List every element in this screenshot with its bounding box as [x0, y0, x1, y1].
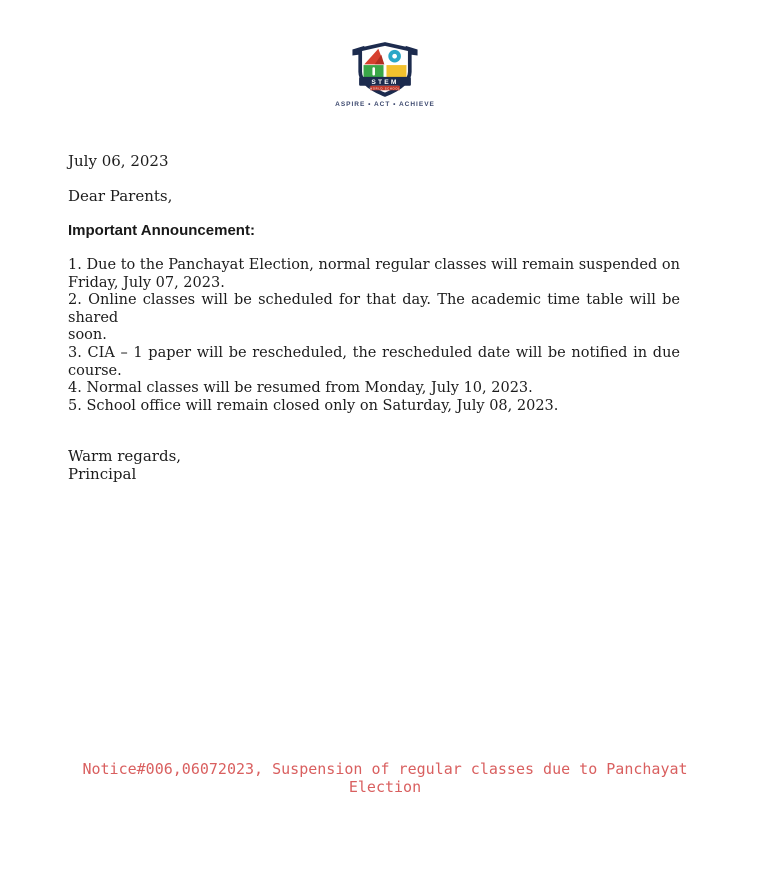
logo-motto: ASPIRE • ACT • ACHIEVE [335, 101, 435, 108]
logo-subbanner-text: WORLD SCHOOL [369, 87, 401, 91]
logo-banner-text: STEM [371, 78, 399, 86]
list-item-5: 5. School office will remain closed only on Saturday, July 08, 2023. [68, 397, 559, 414]
announcement-list [68, 257, 680, 415]
letter-closing-block [68, 447, 181, 483]
list-item-3-line-1: 3. CIA – 1 paper will be rescheduled, the rescheduled date will be notified in due [68, 344, 680, 361]
list-item-3-line-2: course. [68, 362, 122, 379]
list-item-4: 4. Normal classes will be resumed from Monday, July 10, 2023. [68, 380, 533, 397]
school-logo-block [0, 42, 770, 108]
list-item-2-line-2: soon. [68, 327, 107, 344]
letter-salutation: Dear Parents, [68, 187, 173, 205]
letter-signature: Principal [68, 465, 137, 483]
list-item-1-line-2: Friday, July 07, 2023. [68, 274, 225, 291]
notice-reference-line-1: Notice#006,06072023, Suspension of regular classes due to Panchayat [82, 760, 688, 778]
school-crest-icon [348, 42, 422, 100]
letter-heading: Important Announcement: [68, 222, 255, 239]
letter-closing: Warm regards, [68, 447, 182, 465]
list-item-2-line-1: 2. Online classes will be scheduled for that day. The academic time table will be shared [68, 292, 680, 326]
list-item-1-line-1: 1. Due to the Panchayat Election, normal regular classes will remain suspended on [68, 257, 680, 273]
letter-date: July 06, 2023 [68, 152, 169, 170]
notice-reference-line-2: Election [348, 777, 422, 796]
notice-reference-footer [0, 761, 770, 796]
